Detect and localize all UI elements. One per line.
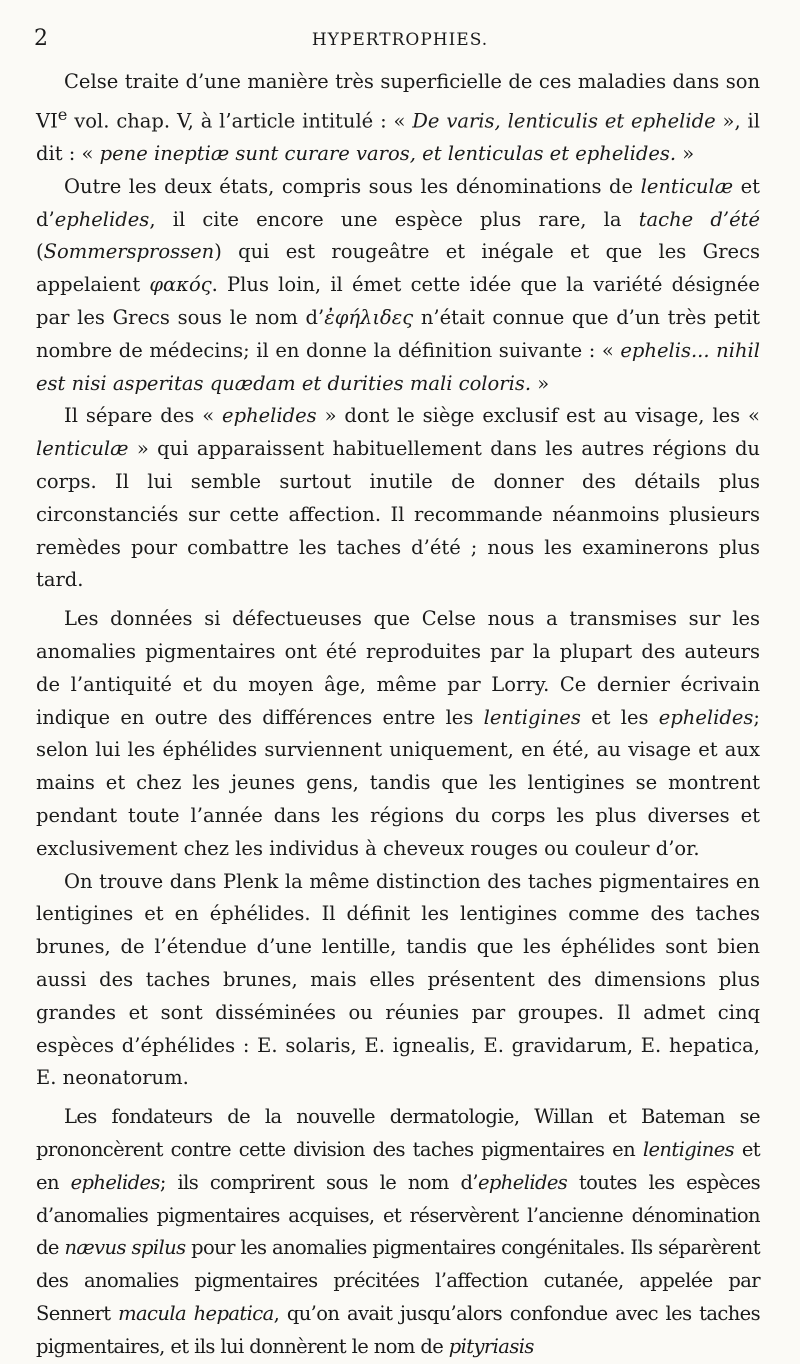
paragraph: [36, 866, 760, 1096]
italic-run: pene ineptiæ sunt curare varos, et lenticulas et ephelides.: [99, 142, 677, 166]
text-run: Les fondateurs de la nouvelle dermatologie, Willan et Bateman se prononcèrent contre cette division des taches pigmentaires en: [36, 1105, 760, 1161]
italic-run: φακός: [149, 273, 212, 297]
text-run: Les données si défectueuses que Celse nous a transmises sur les anomalies pigmentaires ont été reproduites par la plupart des auteurs de l’antiquité et du moyen âge, même par Lorry. Ce dernier écrivain indique en outre des différences entre les: [36, 607, 760, 729]
italic-run: ἐφήλιδες: [324, 306, 414, 330]
text-run: »: [676, 142, 695, 166]
italic-run: lenticulæ: [36, 437, 129, 461]
superscript: e: [57, 104, 68, 124]
italic-run: lentigines: [642, 1138, 735, 1161]
text-run: (: [36, 240, 44, 264]
text-run: vol. chap. V, à l’article intitulé : «: [67, 109, 413, 133]
italic-run: nævus spilus: [64, 1236, 186, 1260]
text-run: et les: [580, 705, 659, 729]
text-run: Celse traite d’une manière très superficielle de ces maladies dans son VI: [36, 70, 760, 133]
text-run: ; ils comprirent sous le nom d’: [159, 1170, 478, 1194]
italic-run: ephelis... nihil est nisi asperitas quædam et durities mali coloris.: [36, 338, 760, 395]
text-run: »: [531, 371, 550, 395]
italic-run: lentigines: [483, 705, 581, 729]
text-run: . Plus loin, il émet cette idée que la variété désignée par les Grecs sous le nom d’: [36, 273, 760, 330]
italic-run: macula hepatica: [118, 1301, 274, 1325]
text-run: et en: [36, 1138, 760, 1194]
text-run: » qui apparaissent habituellement dans les autres régions du corps. Il lui semble surtout inutile de donner des détails plus circonstanciés sur cette affection. Il recommande néanmoins plusieurs remèdes pour combattre les taches d’été ; nous les examinerons plus tard.: [36, 437, 760, 592]
italic-run: ephelides: [70, 1170, 160, 1194]
text-run: ) qui est rougeâtre et inégale et que les Grecs appelaient: [36, 240, 760, 297]
text-run: On trouve dans Plenk la même distinction des taches pigmentaires en lentigines et en éphélides. Il définit les lentigines comme des taches brunes, de l’étendue d’une lentille, tandis que les éphélides sont bien aussi des taches brunes, mais elles présentent des dimensions plus grandes et sont disséminées ou réunies par groupes. Il admet cinq espèces d’éphélides : E. solaris, E. ignealis, E. gravidarum, E. hepatica, E. neonatorum.: [36, 869, 760, 1090]
text-run: Outre les deux états, compris sous les dénominations de: [64, 174, 641, 198]
text-run: Il sépare des «: [64, 404, 223, 428]
page-header: [0, 26, 800, 60]
italic-run: ephelides: [658, 705, 754, 729]
paragraph: [36, 603, 760, 865]
italic-run: ephelides: [222, 404, 317, 428]
paragraph: [36, 400, 760, 597]
paragraph: [36, 1101, 760, 1363]
italic-run: ephelides: [477, 1170, 568, 1194]
italic-run: De varis, lenticulis et ephelide: [412, 109, 716, 133]
italic-run: lenticulæ: [640, 174, 734, 198]
text-run: , il cite encore une espèce plus rare, la: [149, 207, 639, 231]
paragraph: [36, 66, 760, 171]
text-run: ; selon lui les éphélides surviennent uniquement, en été, au visage et aux mains et chez les jeunes gens, tandis que les lentigines se montrent pendant toute l’année dans les régions du corps les plus diverses et exclusivement chez les individus à cheveux rouges ou couleur d’or.: [36, 705, 760, 860]
italic-run: tache d’été: [638, 207, 760, 231]
italic-run: Sommersprossen: [43, 240, 215, 264]
text-run: n’était connue que d’un très petit nombre de médecins; il en donne la définition suivante : «: [36, 306, 760, 362]
text-run: », il dit : «: [36, 109, 760, 166]
text-run: et d’: [36, 174, 760, 231]
text-run: » dont le siège exclusif est au visage, les «: [316, 404, 760, 428]
running-title: HYPERTROPHIES.: [311, 30, 489, 50]
paragraph: [36, 171, 760, 401]
italic-run: pityriasis: [448, 1334, 534, 1358]
text-run: , qu’on avait jusqu’alors confondue avec les taches pigmentaires, et ils lui donnèrent le nom de: [36, 1301, 760, 1358]
text-run: pour les anomalies pigmentaires congénitales. Ils séparèrent des anomalies pigmentaires précitées l’affection cutanée, appelée par Sennert: [36, 1236, 760, 1325]
text-run: toutes les espèces d’anomalies pigmentaires acquises, et réservèrent l’ancienne dénomination de: [36, 1170, 761, 1260]
page-number: 2: [34, 26, 48, 51]
body-text: [36, 66, 760, 1364]
italic-run: ephelides: [54, 207, 150, 231]
